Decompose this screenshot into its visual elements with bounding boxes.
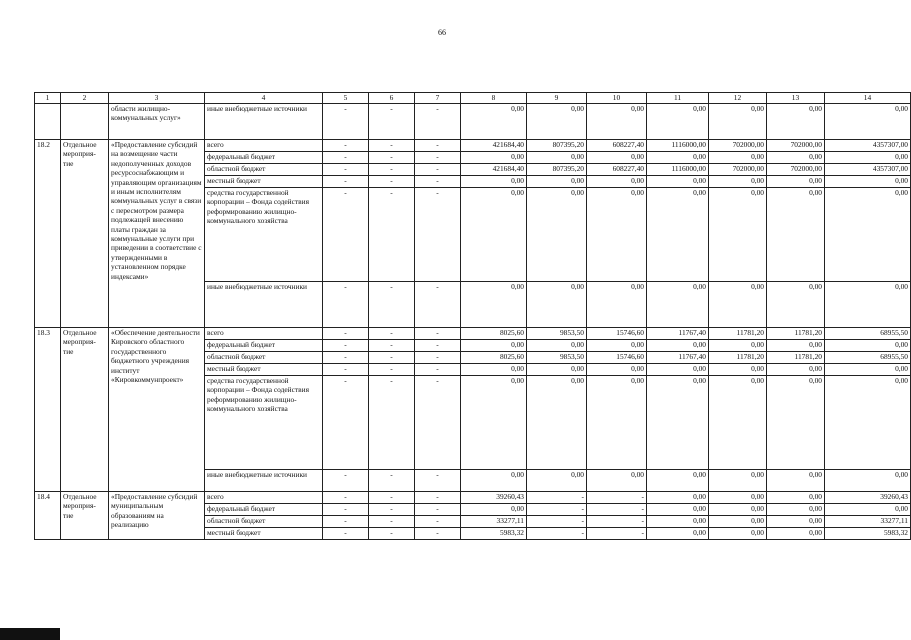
value-cell: 0,00	[709, 470, 767, 492]
header-cell: 11	[647, 93, 709, 104]
funding-source: местный бюджет	[205, 176, 323, 188]
value-cell: -	[587, 516, 647, 528]
event-name: «Предоставление субсидий муниципальным образованиям на реализацию	[109, 492, 205, 540]
value-cell: 0,00	[461, 104, 527, 140]
value-cell: 0,00	[647, 340, 709, 352]
value-cell: -	[415, 376, 461, 470]
header-cell: 5	[323, 93, 369, 104]
header-cell: 9	[527, 93, 587, 104]
value-cell: -	[415, 152, 461, 164]
budget-table	[34, 92, 911, 540]
value-cell: -	[323, 152, 369, 164]
value-cell: -	[323, 188, 369, 282]
value-cell: 608227,40	[587, 140, 647, 152]
value-cell: -	[415, 340, 461, 352]
value-cell: 0,00	[647, 528, 709, 540]
value-cell: 0,00	[461, 364, 527, 376]
funding-source: федеральный бюджет	[205, 152, 323, 164]
value-cell: 11781,20	[709, 328, 767, 340]
value-cell: 0,00	[767, 176, 825, 188]
value-cell: 608227,40	[587, 164, 647, 176]
value-cell: 0,00	[647, 364, 709, 376]
header-cell: 8	[461, 93, 527, 104]
value-cell: 8025,60	[461, 352, 527, 364]
value-cell: -	[415, 188, 461, 282]
value-cell: -	[323, 352, 369, 364]
value-cell: 0,00	[767, 340, 825, 352]
header-cell: 12	[709, 93, 767, 104]
value-cell: 0,00	[767, 104, 825, 140]
event-type: Отдельное мероприя-тие	[61, 492, 109, 540]
funding-source: иные внебюджетные источники	[205, 104, 323, 140]
value-cell: 0,00	[709, 504, 767, 516]
value-cell: 0,00	[461, 188, 527, 282]
value-cell: -	[369, 328, 415, 340]
value-cell: 0,00	[587, 282, 647, 328]
event-type: Отдельное мероприя-тие	[61, 140, 109, 328]
funding-source: средства государственной корпорации – Фонда содействия реформированию жилищно-коммунального хозяйства	[205, 188, 323, 282]
value-cell: -	[415, 516, 461, 528]
value-cell: 11781,20	[767, 352, 825, 364]
value-cell: 4357307,00	[825, 140, 911, 152]
header-row	[35, 93, 911, 104]
value-cell: 15746,60	[587, 352, 647, 364]
value-cell: -	[587, 504, 647, 516]
funding-source: иные внебюджетные источники	[205, 282, 323, 328]
value-cell: -	[369, 376, 415, 470]
value-cell: -	[415, 140, 461, 152]
value-cell: 0,00	[527, 282, 587, 328]
value-cell: 11767,40	[647, 328, 709, 340]
value-cell: 421684,40	[461, 164, 527, 176]
value-cell: 0,00	[461, 376, 527, 470]
value-cell: -	[369, 516, 415, 528]
value-cell: 0,00	[587, 364, 647, 376]
value-cell: 1116000,00	[647, 164, 709, 176]
value-cell: -	[369, 104, 415, 140]
header-cell: 3	[109, 93, 205, 104]
funding-source: всего	[205, 328, 323, 340]
table-row	[35, 328, 911, 340]
header-cell: 7	[415, 93, 461, 104]
value-cell: -	[527, 516, 587, 528]
funding-source: областной бюджет	[205, 352, 323, 364]
value-cell: 0,00	[647, 504, 709, 516]
value-cell: 0,00	[647, 176, 709, 188]
value-cell: 0,00	[647, 152, 709, 164]
value-cell: 0,00	[709, 376, 767, 470]
value-cell: 0,00	[825, 188, 911, 282]
value-cell: 39260,43	[461, 492, 527, 504]
value-cell: 702000,00	[767, 164, 825, 176]
value-cell: 0,00	[767, 188, 825, 282]
row-number	[35, 104, 61, 140]
page-number: 66	[438, 28, 446, 37]
value-cell: 9853,50	[527, 328, 587, 340]
value-cell: 0,00	[647, 282, 709, 328]
table-row	[35, 104, 911, 140]
value-cell: 0,00	[461, 470, 527, 492]
value-cell: -	[369, 504, 415, 516]
value-cell: -	[415, 176, 461, 188]
value-cell: 0,00	[461, 282, 527, 328]
value-cell: 0,00	[709, 340, 767, 352]
funding-source: областной бюджет	[205, 516, 323, 528]
value-cell: 0,00	[709, 364, 767, 376]
value-cell: -	[369, 528, 415, 540]
value-cell: 0,00	[825, 282, 911, 328]
value-cell: 8025,60	[461, 328, 527, 340]
value-cell: 0,00	[767, 528, 825, 540]
row-number: 18.4	[35, 492, 61, 540]
value-cell: -	[323, 104, 369, 140]
value-cell: 0,00	[461, 504, 527, 516]
value-cell: -	[323, 176, 369, 188]
value-cell: -	[323, 470, 369, 492]
value-cell: 0,00	[709, 104, 767, 140]
value-cell: 11767,40	[647, 352, 709, 364]
value-cell: 0,00	[587, 376, 647, 470]
funding-source: всего	[205, 492, 323, 504]
value-cell: 11781,20	[709, 352, 767, 364]
value-cell: 0,00	[825, 152, 911, 164]
value-cell: -	[415, 470, 461, 492]
value-cell: 0,00	[709, 176, 767, 188]
table-row	[35, 140, 911, 152]
value-cell: 0,00	[527, 364, 587, 376]
value-cell: 0,00	[587, 340, 647, 352]
value-cell: 0,00	[587, 104, 647, 140]
value-cell: 0,00	[527, 340, 587, 352]
value-cell: 9853,50	[527, 352, 587, 364]
value-cell: 0,00	[647, 104, 709, 140]
value-cell: 0,00	[825, 104, 911, 140]
value-cell: -	[415, 104, 461, 140]
value-cell: 5983,32	[461, 528, 527, 540]
value-cell: 0,00	[767, 364, 825, 376]
value-cell: -	[369, 352, 415, 364]
value-cell: 4357307,00	[825, 164, 911, 176]
funding-source: иные внебюджетные источники	[205, 470, 323, 492]
value-cell: -	[415, 352, 461, 364]
table-row	[35, 492, 911, 504]
value-cell: 0,00	[527, 176, 587, 188]
value-cell: 0,00	[587, 152, 647, 164]
event-name: «Предоставление субсидий на возмещение части недополученных доходов ресурсоснабжающим и управляющим организациям и иным исполнителям коммунальных услуг в связи с пересмотром размера подлежащей внесению платы граждан за коммунальные услуги при приведении в соответствие с утвержденными в установленном порядке индексами»	[109, 140, 205, 328]
value-cell: -	[323, 528, 369, 540]
value-cell: 0,00	[461, 176, 527, 188]
value-cell: -	[587, 492, 647, 504]
value-cell: 0,00	[709, 492, 767, 504]
value-cell: -	[369, 188, 415, 282]
value-cell: -	[527, 492, 587, 504]
value-cell: 0,00	[767, 282, 825, 328]
value-cell: 0,00	[527, 470, 587, 492]
value-cell: 11781,20	[767, 328, 825, 340]
row-number: 18.3	[35, 328, 61, 492]
value-cell: -	[323, 516, 369, 528]
value-cell: 0,00	[825, 470, 911, 492]
value-cell: -	[415, 164, 461, 176]
value-cell: 0,00	[709, 516, 767, 528]
value-cell: 807395,20	[527, 164, 587, 176]
value-cell: 0,00	[587, 470, 647, 492]
value-cell: -	[415, 282, 461, 328]
value-cell: 702000,00	[767, 140, 825, 152]
value-cell: -	[323, 376, 369, 470]
value-cell: -	[369, 176, 415, 188]
value-cell: 0,00	[767, 516, 825, 528]
value-cell: -	[323, 504, 369, 516]
value-cell: 702000,00	[709, 164, 767, 176]
value-cell: -	[415, 328, 461, 340]
value-cell: 0,00	[647, 516, 709, 528]
value-cell: -	[323, 140, 369, 152]
value-cell: 5983,32	[825, 528, 911, 540]
value-cell: 68955,50	[825, 328, 911, 340]
funding-source: средства государственной корпорации – Фонда содействия реформированию жилищно-коммунального хозяйства	[205, 376, 323, 470]
funding-source: федеральный бюджет	[205, 504, 323, 516]
value-cell: -	[369, 470, 415, 492]
value-cell: -	[369, 164, 415, 176]
value-cell: 0,00	[647, 470, 709, 492]
funding-source: местный бюджет	[205, 528, 323, 540]
value-cell: 0,00	[709, 282, 767, 328]
funding-source: местный бюджет	[205, 364, 323, 376]
value-cell: 0,00	[767, 470, 825, 492]
event-type: Отдельное мероприя-тие	[61, 328, 109, 492]
value-cell: -	[587, 528, 647, 540]
scan-artifact-bar	[0, 628, 60, 640]
value-cell: -	[369, 282, 415, 328]
value-cell: -	[527, 504, 587, 516]
header-cell: 14	[825, 93, 911, 104]
event-name: «Обеспечение деятельности Кировского областного государственного бюджетного учреждения институт «Кировкоммунпроект»	[109, 328, 205, 492]
value-cell: 0,00	[825, 364, 911, 376]
header-cell: 10	[587, 93, 647, 104]
value-cell: 0,00	[587, 188, 647, 282]
value-cell: -	[369, 364, 415, 376]
value-cell: 0,00	[587, 176, 647, 188]
value-cell: -	[323, 282, 369, 328]
value-cell: -	[369, 340, 415, 352]
value-cell: 0,00	[647, 492, 709, 504]
value-cell: 0,00	[825, 376, 911, 470]
row-number: 18.2	[35, 140, 61, 328]
value-cell: 702000,00	[709, 140, 767, 152]
value-cell: 0,00	[461, 152, 527, 164]
value-cell: 0,00	[527, 152, 587, 164]
value-cell: 0,00	[527, 188, 587, 282]
value-cell: -	[415, 364, 461, 376]
value-cell: 33277,11	[461, 516, 527, 528]
header-cell: 1	[35, 93, 61, 104]
value-cell: 1116000,00	[647, 140, 709, 152]
funding-source: всего	[205, 140, 323, 152]
value-cell: -	[369, 152, 415, 164]
value-cell: 0,00	[825, 176, 911, 188]
event-type	[61, 104, 109, 140]
value-cell: -	[369, 492, 415, 504]
value-cell: 0,00	[767, 492, 825, 504]
value-cell: 0,00	[461, 340, 527, 352]
value-cell: -	[323, 164, 369, 176]
value-cell: 0,00	[527, 104, 587, 140]
value-cell: 0,00	[767, 376, 825, 470]
value-cell: 0,00	[709, 152, 767, 164]
value-cell: 68955,50	[825, 352, 911, 364]
value-cell: -	[369, 140, 415, 152]
value-cell: 0,00	[709, 188, 767, 282]
value-cell: -	[527, 528, 587, 540]
header-cell: 6	[369, 93, 415, 104]
value-cell: 0,00	[647, 188, 709, 282]
value-cell: 807395,20	[527, 140, 587, 152]
value-cell: 0,00	[825, 504, 911, 516]
header-cell: 4	[205, 93, 323, 104]
value-cell: -	[323, 328, 369, 340]
value-cell: 39260,43	[825, 492, 911, 504]
header-cell: 13	[767, 93, 825, 104]
funding-source: областной бюджет	[205, 164, 323, 176]
value-cell: 0,00	[767, 152, 825, 164]
value-cell: -	[415, 492, 461, 504]
value-cell: -	[323, 340, 369, 352]
value-cell: 0,00	[647, 376, 709, 470]
value-cell: -	[323, 364, 369, 376]
value-cell: -	[323, 492, 369, 504]
funding-source: федеральный бюджет	[205, 340, 323, 352]
value-cell: 15746,60	[587, 328, 647, 340]
value-cell: -	[415, 528, 461, 540]
header-cell: 2	[61, 93, 109, 104]
value-cell: 33277,11	[825, 516, 911, 528]
event-name: области жилищно-коммунальных услуг»	[109, 104, 205, 140]
value-cell: 0,00	[527, 376, 587, 470]
value-cell: 421684,40	[461, 140, 527, 152]
value-cell: 0,00	[709, 528, 767, 540]
value-cell: -	[415, 504, 461, 516]
value-cell: 0,00	[825, 340, 911, 352]
value-cell: 0,00	[767, 504, 825, 516]
